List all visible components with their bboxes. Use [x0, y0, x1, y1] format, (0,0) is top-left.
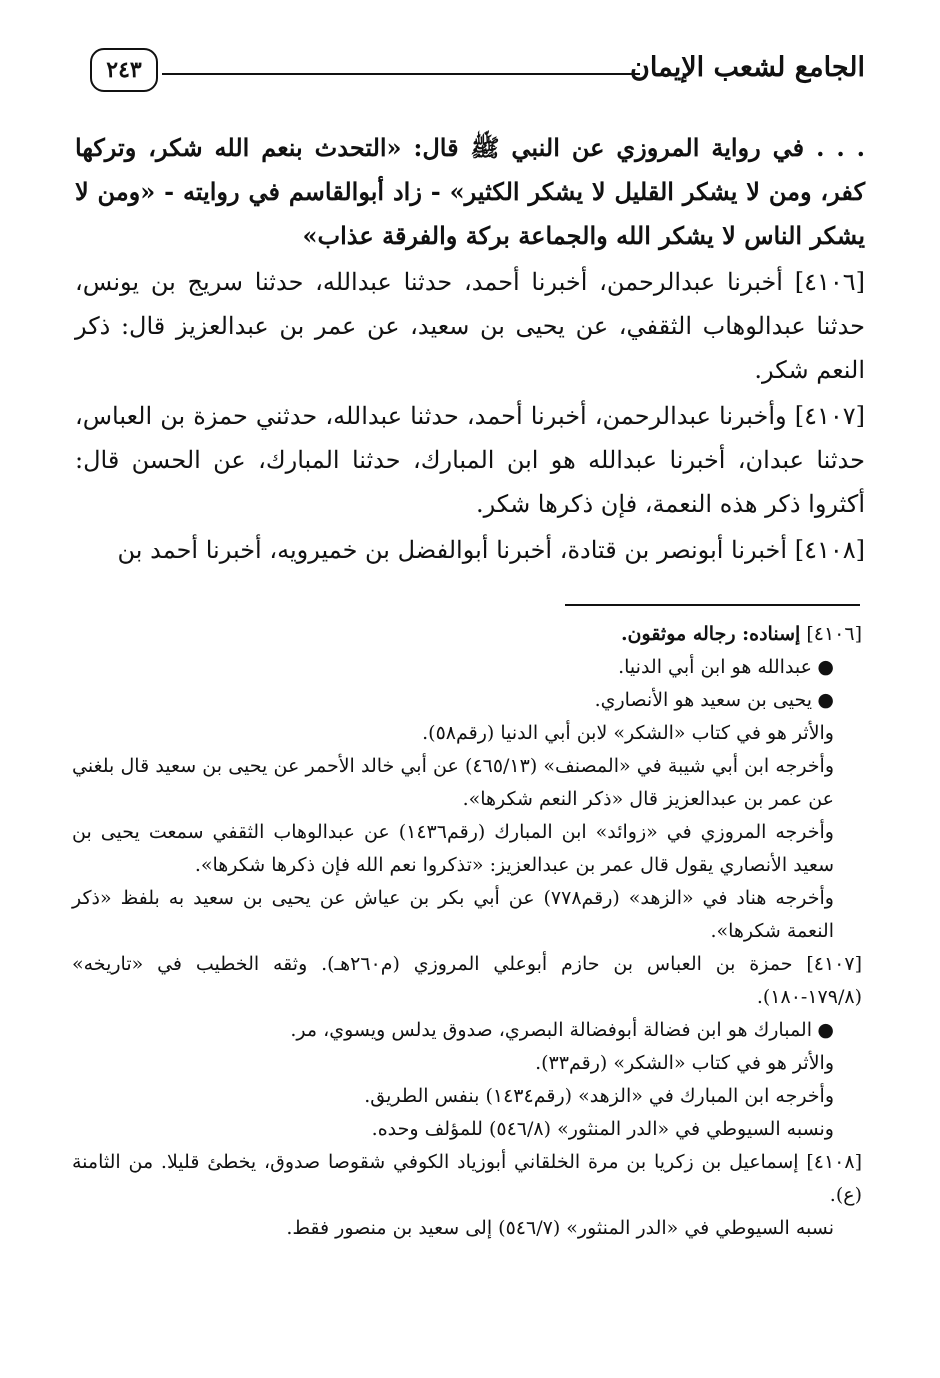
note-4106-head — [72, 618, 862, 651]
note-line: وأخرجه ابن أبي شيبة في «المصنف» (٤٦٥/١٣) عن أبي خالد الأحمر عن يحيى بن سعيد قال بلغني عن عمر بن عبدالعزيز قال «ذكر النعم شكرها». — [72, 755, 834, 810]
note-4107-head — [72, 948, 862, 1014]
note-number: [٤١٠٧] — [806, 953, 862, 975]
hadith-text — [75, 126, 865, 258]
report-4106 — [75, 260, 865, 392]
bullet-icon: ● — [817, 689, 834, 711]
bullet-icon: ● — [817, 656, 834, 678]
report-text: أخبرنا عبدالرحمن، أخبرنا أحمد، حدثنا عبدالله، حدثنا سريج بن يونس، حدثنا عبدالوهاب الثقفي، عن يحيى بن سعيد، عن عمر بن عبدالعزيز قال: ذكر النعم شكر. — [75, 268, 865, 384]
report-number: [٤١٠٦] — [794, 268, 865, 296]
note-number: [٤١٠٦] — [806, 623, 862, 645]
main-text — [75, 126, 865, 574]
note-line: والأثر هو في كتاب «الشكر» لابن أبي الدنيا (رقم٥٨). — [422, 722, 834, 744]
note-heading: إسناده: رجاله موثقون. — [620, 623, 801, 645]
note-line: وأخرجه ابن المبارك في «الزهد» (رقم١٤٣٤) بنفس الطريق. — [364, 1085, 834, 1107]
footnote-divider — [565, 604, 860, 606]
running-header — [90, 42, 865, 104]
note-line: نسبه السيوطي في «الدر المنثور» (٥٤٦/٧) إلى سعيد بن منصور فقط. — [286, 1217, 834, 1239]
note-heading: إسماعيل بن زكريا بن مرة الخلقاني أبوزياد الكوفي شقوصا صدوق، يخطئ قليلا. من الثامنة (ع). — [72, 1151, 862, 1206]
report-4107 — [75, 394, 865, 526]
report-4108 — [75, 528, 865, 572]
note-number: [٤١٠٨] — [806, 1151, 863, 1173]
report-text: وأخبرنا عبدالرحمن، أخبرنا أحمد، حدثنا عبدالله، حدثني حمزة بن العباس، حدثنا عبدان، أخبرنا عبدالله هو ابن المبارك، حدثنا المبارك، عن الحسن قال: أكثروا ذكر هذه النعمة، فإن ذكرها شكر. — [75, 402, 865, 518]
report-text: أخبرنا أبونصر بن قتادة، أخبرنا أبوالفضل بن خميرويه، أخبرنا أحمد بن — [117, 536, 788, 564]
note-line: والأثر هو في كتاب «الشكر» (رقم٣٣). — [535, 1052, 834, 1074]
page-number: ٢٤٣ — [90, 48, 158, 92]
report-number: [٤١٠٨] — [794, 536, 865, 564]
note-4108-head — [72, 1146, 862, 1212]
note-bullet — [72, 1014, 862, 1047]
note-line: وأخرجه المروزي في «زوائد» ابن المبارك (رقم١٤٣٦) عن عبدالوهاب الثقفي سمعت يحيى بن سعيد الأنصاري يقول قال عمر بن عبدالعزيز: «تذكروا نعم الله فإن ذكرها شكرها». — [72, 821, 834, 876]
note-bullet — [72, 684, 862, 717]
note-heading: حمزة بن العباس بن حازم أبوعلي المروزي (م٢٦٠هـ). وثقه الخطيب في «تاريخه» (١٧٩/٨-١٨٠). — [72, 953, 862, 1008]
header-rule — [162, 73, 640, 75]
note-line: وأخرجه هناد في «الزهد» (رقم٧٧٨) عن أبي بكر بن عياش عن يحيى بن سعيد به بلفظ «ذكر النعمة شكرها». — [72, 887, 834, 942]
bullet-text: المبارك هو ابن فضالة أبوفضالة البصري، صدوق يدلس ويسوي، مر. — [290, 1019, 812, 1041]
hadith-continuation: . . . في رواية المروزي عن النبي ﷺ قال: «التحدث بنعم الله شكر، وتركها كفر، ومن لا يشكر القليل لا يشكر الكثير» - زاد أبوالقاسم في روايته - «ومن لا يشكر الناس لا يشكر الله والجماعة بركة والفرقة عذاب» — [75, 133, 865, 250]
bullet-text: يحيى بن سعيد هو الأنصاري. — [594, 689, 812, 711]
bullet-text: عبدالله هو ابن أبي الدنيا. — [618, 656, 812, 678]
footnotes — [72, 618, 862, 1245]
report-number: [٤١٠٧] — [794, 402, 865, 430]
bullet-icon: ● — [817, 1019, 834, 1041]
note-bullet — [72, 651, 862, 684]
book-title: الجامع لشعب الإيمان — [630, 52, 865, 83]
note-line: ونسبه السيوطي في «الدر المنثور» (٥٤٦/٨) للمؤلف وحده. — [371, 1118, 834, 1140]
